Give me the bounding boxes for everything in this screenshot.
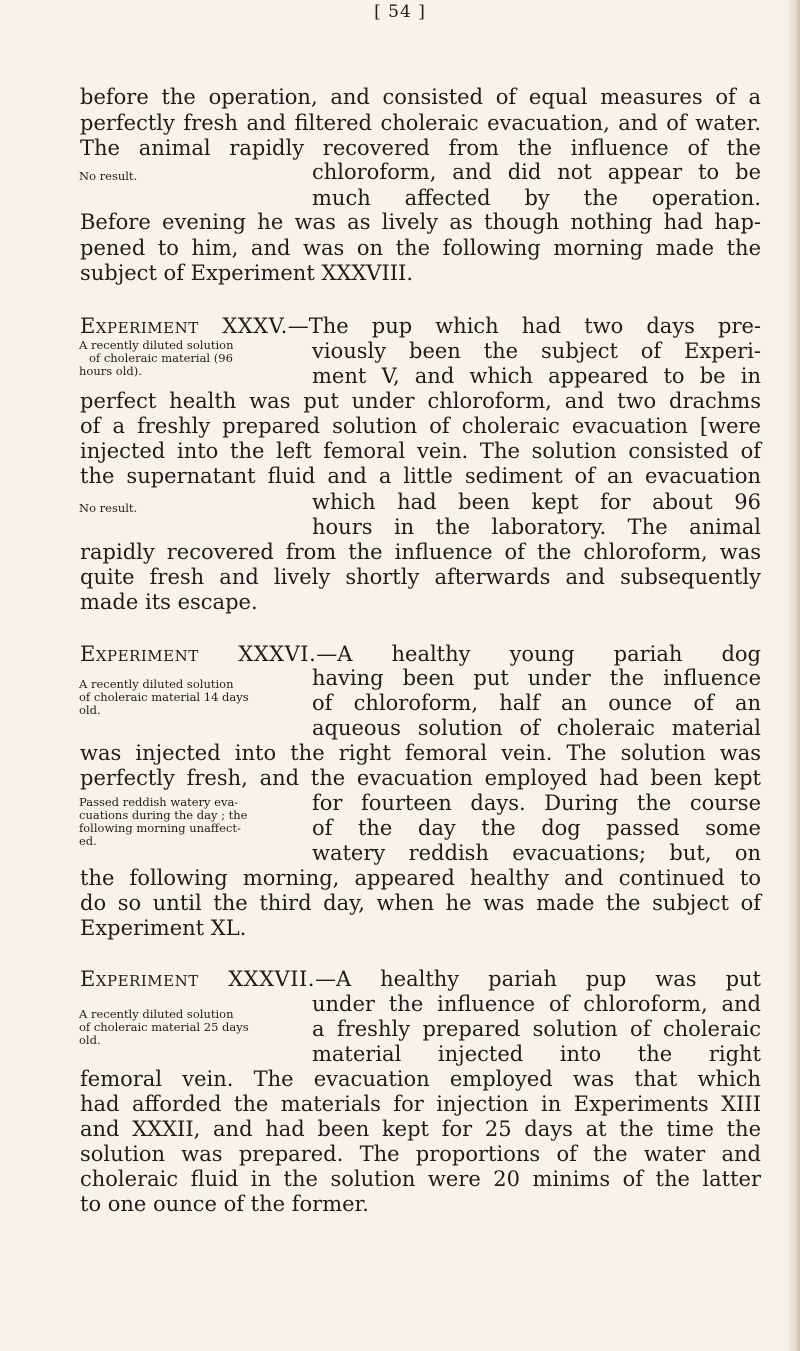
margin-note-line: Passed reddish watery eva- [79,795,239,809]
text-line: femoral vein. The evacuation employed was that which [80,1067,761,1091]
experiment-heading: Experiment XXXVI. [80,642,317,666]
text-line: the supernatant fluid and a little sediment of an evacuation [80,464,761,488]
text-line: of a freshly prepared solution of choleraic evacuation [were [80,414,761,438]
margin-note-line: A recently diluted solution [79,1007,234,1021]
text-line: Experiment XXXV.—The pup which had two days pre- [80,314,761,338]
text-line: injected into the left femoral vein. The solution consisted of [80,439,761,463]
text-line: of the day the dog passed some [312,816,761,840]
page-edge-shadow [786,0,800,1351]
text-line: Experiment XXXVI.—A healthy young pariah dog [80,642,761,666]
text-line: perfectly fresh, and the evacuation employed had been kept [80,766,761,790]
text-line: a freshly prepared solution of choleraic [312,1017,761,1041]
margin-note-line: ed. [79,834,97,848]
text-line: do so until the third day, when he was made the subject of [80,891,761,915]
margin-note-line: of choleraic material 14 days [79,690,249,704]
text-line: Before evening he was as lively as though nothing had hap- [80,210,761,234]
margin-note-line: following morning unaffect- [79,821,241,835]
text-line: The animal rapidly recovered from the influence of the [80,136,761,160]
text-line: solution was prepared. The proportions of the water and [80,1142,761,1166]
margin-note-line: A recently diluted solution [79,338,234,352]
text-line: under the influence of chloroform, and [312,992,761,1016]
text-line: subject of Experiment XXXVIII. [80,261,414,285]
text-line: Experiment XXXVII.—A healthy pariah pup was put [80,967,761,991]
text-line: chloroform, and did not appear to be [312,160,761,184]
text-line: watery reddish evacuations; but, on [312,841,761,865]
text-line: much affected by the operation. [312,186,761,210]
text-line: had afforded the materials for injection in Experiments XIII [80,1092,761,1116]
margin-note-line: old. [79,703,101,717]
text-line: perfect health was put under chloroform, and two drachms [80,389,761,413]
text-line: viously been the subject of Experi- [312,339,761,363]
page-number: [ 54 ] [374,2,426,22]
text-line: rapidly recovered from the influence of the chloroform, was [80,540,761,564]
text-line: ment V, and which appeared to be in [312,364,761,388]
text-line: of chloroform, half an ounce of an [312,691,761,715]
experiment-heading: Experiment XXXV. [80,314,288,338]
text-line: Experiment XL. [80,916,247,940]
text-line: material injected into the right [312,1042,761,1066]
text-line: quite fresh and lively shortly afterwards and subsequently [80,565,761,589]
text-line: made its escape. [80,590,258,614]
margin-note-line: of choleraic material 25 days [79,1020,249,1034]
text-line: perfectly fresh and filtered choleraic evacuation, and of water. [80,111,761,135]
text-line: and XXXII, and had been kept for 25 days at the time the [80,1117,761,1141]
margin-note-line: of choleraic material (96 [89,351,233,365]
margin-note-line: cuations during the day ; the [79,808,248,822]
margin-note-line: hours old). [79,364,142,378]
text-line: to one ounce of the former. [80,1192,369,1216]
text-line: choleraic fluid in the solution were 20 minims of the latter [80,1167,761,1191]
margin-note: No result. [79,169,138,183]
text-line: hours in the laboratory. The animal [312,515,761,539]
text-line: before the operation, and consisted of equal measures of a [80,85,761,109]
text-line: having been put under the influence [312,666,761,690]
text-line: was injected into the right femoral vein. The solution was [80,741,761,765]
experiment-heading: Experiment XXXVII. [80,967,315,991]
text-line: the following morning, appeared healthy and continued to [80,866,761,890]
text-line: for fourteen days. During the course [312,791,761,815]
text-line: which had been kept for about 96 [312,490,761,514]
margin-note-line: A recently diluted solution [79,677,234,691]
text-line: aqueous solution of choleraic material [312,716,761,740]
margin-note-line: old. [79,1033,101,1047]
text-line: pened to him, and was on the following morning made the [80,236,761,260]
margin-note: No result. [79,501,138,515]
